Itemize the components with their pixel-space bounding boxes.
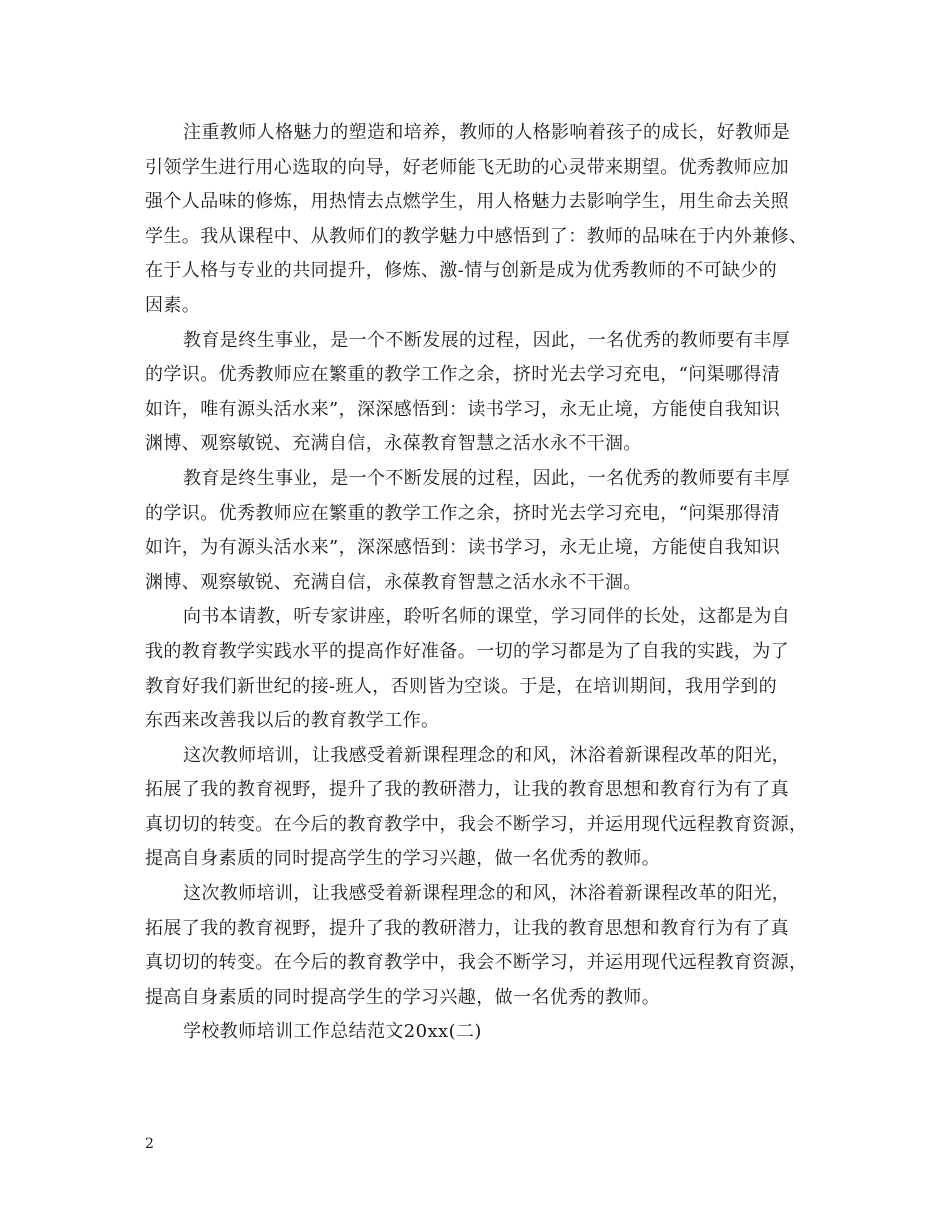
paragraph-line: 我的教育教学实践水平的提高作好准备。一切的学习都是为了自我的实践，为了 xyxy=(145,640,789,662)
paragraph-first-line: 教育是终生事业，是一个不断发展的过程，因此，一名优秀的教师要有丰厚 xyxy=(183,329,791,351)
paragraph-line: 引领学生进行用心选取的向导，好老师能飞无助的心灵带来期望。优秀教师应加 xyxy=(145,156,789,178)
paragraph-first-line: 向书本请教，听专家讲座，聆听名师的课堂，学习同伴的长处，这都是为自 xyxy=(183,606,791,628)
paragraph-line: 东西来改善我以后的教育教学工作。 xyxy=(145,710,440,732)
paragraph-line: 拓展了我的教育视野，提升了我的教研潜力，让我的教育思想和教育行为有了真 xyxy=(145,917,789,939)
paragraph-line: 提高自身素质的同时提高学生的学习兴趣，做一名优秀的教师。 xyxy=(145,848,661,870)
paragraph-line: 渊博、观察敏锐、充满自信，永葆教育智慧之活水永不干涸。 xyxy=(145,571,642,593)
paragraph-line: 在于人格与专业的共同提升，修炼、激-情与创新是成为优秀教师的不可缺少的 xyxy=(145,260,778,282)
paragraph-line: 真切切的转变。在今后的教育教学中，我会不断学习，并运用现代远程教育资源， xyxy=(145,813,808,835)
paragraph-line: 如许，为有源头活水来”，深深感悟到：读书学习，永无止境，方能使自我知识 xyxy=(145,537,781,559)
paragraph-line: 真切切的转变。在今后的教育教学中，我会不断学习，并运用现代远程教育资源， xyxy=(145,952,808,974)
paragraph-line: 教育好我们新世纪的接-班人，否则皆为空谈。于是，在培训期间，我用学到的 xyxy=(145,675,778,697)
paragraph-line: 学生。我从课程中、从教师们的教学魅力中感悟到了：教师的品味在于内外兼修、 xyxy=(145,225,808,247)
document-body xyxy=(145,116,810,1050)
paragraph-first-line: 注重教师人格魅力的塑造和培养，教师的人格影响着孩子的成长，好教师是 xyxy=(183,122,791,143)
paragraph-first-line: 这次教师培训，让我感受着新课程理念的和风，沐浴着新课程改革的阳光， xyxy=(183,883,791,905)
page-number: 2 xyxy=(145,1136,154,1152)
paragraph-first-line: 这次教师培训，让我感受着新课程理念的和风，沐浴着新课程改革的阳光， xyxy=(183,744,791,766)
paragraph-line: 渊博、观察敏锐、充满自信，永葆教育智慧之活水永不干涸。 xyxy=(145,433,642,455)
paragraph-line: 因素。 xyxy=(145,294,201,316)
paragraph-first-line: 学校教师培训工作总结范文20xx(二) xyxy=(183,1021,482,1043)
paragraph-first-line: 教育是终生事业，是一个不断发展的过程，因此，一名优秀的教师要有丰厚 xyxy=(183,467,791,489)
paragraph-line: 的学识。优秀教师应在繁重的教学工作之余，挤时光去学习充电，“问渠哪得清 xyxy=(145,364,781,386)
paragraph-line: 的学识。优秀教师应在繁重的教学工作之余，挤时光去学习充电，“问渠那得清 xyxy=(145,502,781,524)
paragraph-line: 提高自身素质的同时提高学生的学习兴趣，做一名优秀的教师。 xyxy=(145,986,661,1008)
paragraph-line: 如许，唯有源头活水来”，深深感悟到：读书学习，永无止境，方能使自我知识 xyxy=(145,398,781,420)
paragraph-line: 拓展了我的教育视野，提升了我的教研潜力，让我的教育思想和教育行为有了真 xyxy=(145,779,789,801)
paragraph-line: 强个人品味的修炼，用热情去点燃学生，用人格魅力去影响学生，用生命去关照 xyxy=(145,191,789,213)
